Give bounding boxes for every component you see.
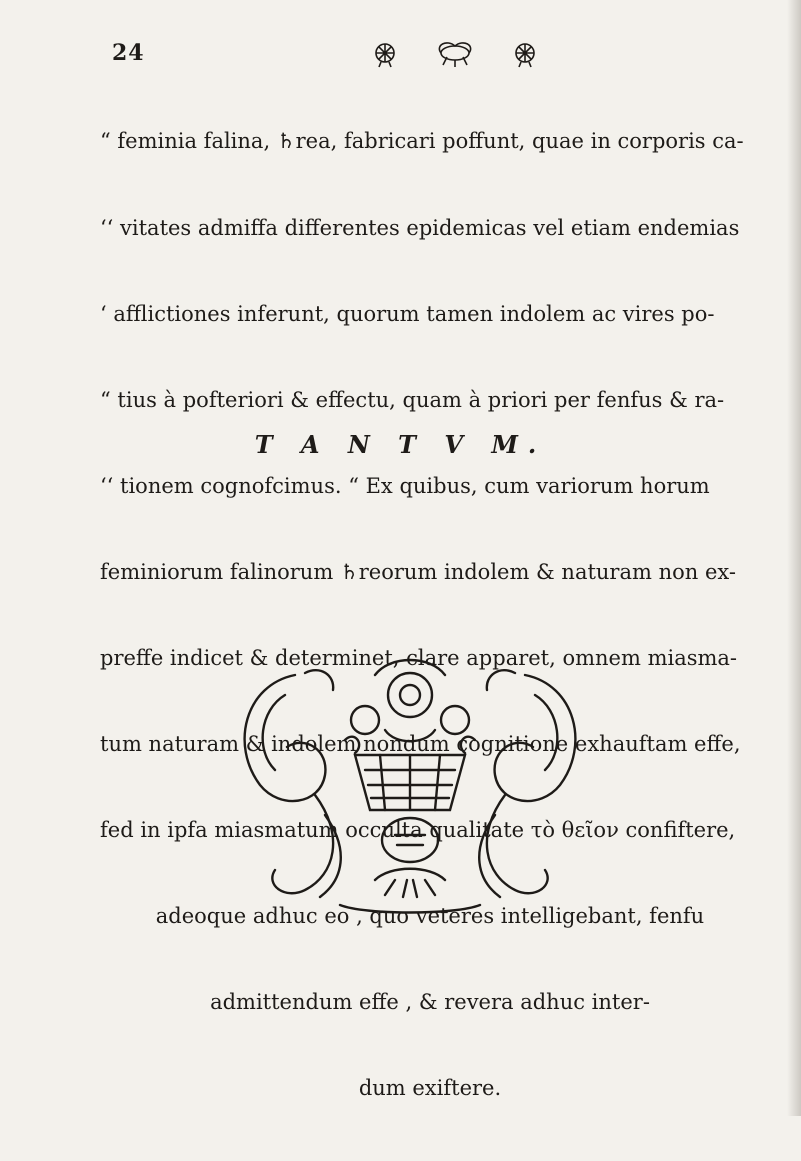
floral-headpiece-icons [355, 36, 555, 70]
text-line: admittendum effe , & revera adhuc inter- [210, 990, 650, 1015]
text-line: ‘ afflictiones inferunt, quorum tamen indolem ac vires po- [100, 301, 715, 326]
floral-basket-tailpiece-icon [225, 635, 595, 925]
text-line: “ tius à pofteriori & effectu, quam à priori per fenfus & ra- [100, 387, 725, 412]
text-line: tum naturam & indolem nondum cognitione exhauftam effe, [100, 732, 741, 757]
text-line: preffe indicet & determinet, clare apparet, omnem miasma- [100, 645, 738, 670]
text-line: “ feminia falina, ♄rea, fabricari poffunt, quae in corporis ca- [100, 129, 744, 154]
text-line: feminiorum falinorum ♄reorum indolem & naturam non ex- [100, 559, 736, 584]
text-line: ‘‘ vitates admiffa differentes epidemicas vel etiam endemias [100, 215, 740, 240]
text-line: fed in ipfa miasmatum occulta qualitate τὸ θεῖον confiftere, [100, 818, 736, 843]
page-edge-shadow [787, 0, 801, 1116]
text-line: ‘‘ tionem cognofcimus. “ Ex quibus, cum variorum horum [100, 473, 710, 498]
closing-word: T A N T V M. [254, 430, 547, 459]
body-text [100, 70, 760, 1161]
text-line: adeoque adhuc eo , quo veteres intelligebant, fenfu [155, 904, 705, 929]
text-line: dum exiftere. [358, 1076, 502, 1101]
page-number: 24 [112, 40, 145, 66]
